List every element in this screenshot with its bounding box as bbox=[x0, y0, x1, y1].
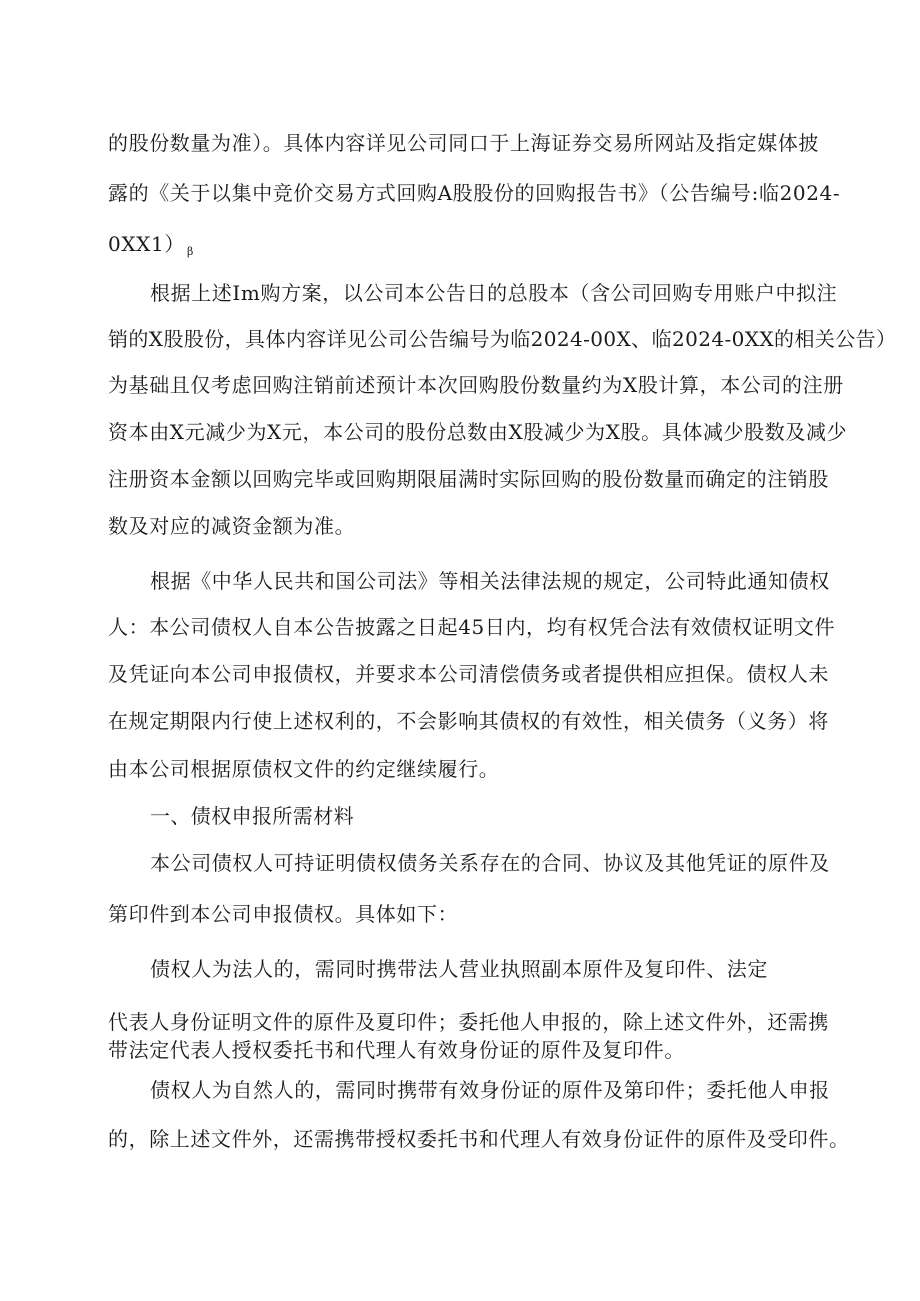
paragraph-3-line-2: 人：本公司债权人自本公告披露之日起45日内，均有权凭合法有效债权证明文件 bbox=[108, 615, 836, 639]
paragraph-3-line-1: 根据《中华人民共和国公司法》等相关法律法规的规定，公司特此通知债权 bbox=[150, 569, 830, 593]
paragraph-5-line-1: 债权人为法人的，需同时携带法人营业执照副本原件及复印件、法定 bbox=[150, 957, 768, 981]
paragraph-3-line-3: 及凭证向本公司申报债权，并要求本公司清偿债务或者提供相应担保。债权人未 bbox=[108, 662, 829, 686]
paragraph-2-line-2: 销的X股股份，具体内容详见公司公告编号为临2024-00X、临2024-0XX的相关公告） bbox=[108, 327, 897, 351]
paragraph-2-line-5: 注册资本金额以回购完毕或回购期限届满时实际回购的股份数量而确定的注销股 bbox=[108, 467, 829, 491]
paragraph-2-line-6: 数及对应的减资金额为准。 bbox=[108, 514, 356, 538]
section-heading: 一、债权申报所需材料 bbox=[150, 804, 354, 828]
paragraph-5-line-2: 代表人身份证明文件的原件及夏印件；委托他人申报的，除上述文件外，还需携 bbox=[108, 1010, 829, 1034]
paragraph-1-line-1: 的股份数量为准）。具体内容详见公司同口于上海证券交易所网站及指定媒体披 bbox=[108, 131, 819, 155]
paragraph-1-line-3 bbox=[108, 231, 193, 265]
paragraph-1-trailing-mark: β bbox=[186, 245, 194, 258]
paragraph-5-line-3: 带法定代表人授权委托书和代理人有效身份证的原件及复印件。 bbox=[108, 1038, 685, 1062]
paragraph-1-line-3-text: 0XX1） bbox=[108, 232, 185, 256]
paragraph-4-line-2: 第印件到本公司申报债权。具体如下： bbox=[108, 902, 459, 926]
paragraph-2-line-1: 根据上述Im购方案，以公司本公告日的总股本（含公司回购专用账户中拟注 bbox=[150, 281, 838, 305]
paragraph-2-line-3: 为基础且仅考虑回购注销前述预计本次回购股份数量约为X股计算，本公司的注册 bbox=[108, 373, 844, 397]
paragraph-2-line-4: 资本由X元减少为X元，本公司的股份总数由X股减少为X股。具体减少股数及减少 bbox=[108, 420, 848, 444]
paragraph-1-line-2: 露的《关于以集中竞价交易方式回购A股股份的回购报告书》（公告编号:临2024- bbox=[108, 181, 841, 205]
paragraph-4-line-1: 本公司债权人可持证明债权债务关系存在的合同、协议及其他凭证的原件及 bbox=[150, 851, 830, 875]
paragraph-6-line-2: 的，除上述文件外，还需携带授权委托书和代理人有效身份证件的原件及受印件。 bbox=[108, 1127, 850, 1151]
paragraph-6-line-1: 债权人为自然人的，需同时携带有效身份证的原件及第印件；委托他人申报 bbox=[150, 1078, 830, 1102]
paragraph-3-line-4: 在规定期限内行使上述权利的，不会影响其债权的有效性，相关债务（义务）将 bbox=[108, 709, 829, 733]
paragraph-3-line-5: 由本公司根据原债权文件的约定继续履行。 bbox=[108, 757, 500, 781]
